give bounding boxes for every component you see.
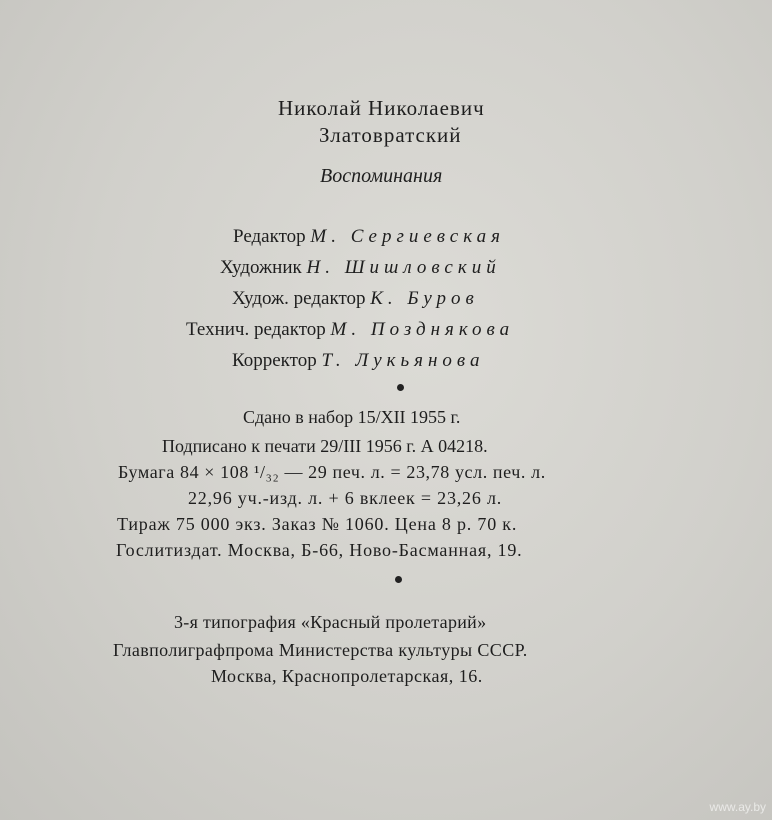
credit-role: Редактор: [233, 226, 306, 247]
credit-role: Худож. редактор: [232, 288, 366, 309]
watermark: www.ay.by: [709, 800, 766, 814]
credit-role: Технич. редактор: [186, 319, 326, 340]
printer-line: 3-я типография «Красный пролетарий»: [174, 612, 487, 632]
author-name-line1: Николай Николаевич: [278, 96, 485, 120]
imprint-line: Бумага 84 × 108 ¹/₃₂ — 29 печ. л. = 23,78 усл. печ. л.: [118, 462, 546, 482]
credit-name: Т. Лукьянова: [321, 350, 485, 371]
author-name-line2: Златовратский: [319, 123, 462, 147]
credit-editor: [233, 227, 505, 246]
separator-bullet: [395, 576, 402, 583]
credit-role: Корректор: [232, 350, 317, 371]
credit-name: Н. Шишловский: [306, 257, 501, 278]
imprint-line: Тираж 75 000 экз. Заказ № 1060. Цена 8 р. 70 к.: [117, 514, 518, 534]
imprint-line: 22,96 уч.-изд. л. + 6 вклеек = 23,26 л.: [188, 488, 503, 508]
separator-bullet: [397, 384, 404, 391]
imprint-line: Подписано к печати 29/III 1956 г. А 04218.: [162, 436, 488, 456]
printer-line: Главполиграфпрома Министерства культуры СССР.: [113, 640, 528, 660]
printer-line: Москва, Краснопролетарская, 16.: [211, 666, 483, 686]
credit-art-editor: [232, 289, 479, 308]
book-title: Воспоминания: [320, 165, 443, 187]
credit-name: К. Буров: [370, 288, 479, 309]
credit-artist: [220, 258, 501, 277]
credit-role: Художник: [220, 257, 302, 278]
credit-proofreader: [232, 351, 485, 370]
credit-name: М. Сергиевская: [310, 226, 505, 247]
credit-tech-editor: [186, 320, 514, 339]
imprint-line: Сдано в набор 15/XII 1955 г.: [243, 407, 461, 427]
imprint-line: Гослитиздат. Москва, Б-66, Ново-Басманная, 19.: [116, 540, 523, 560]
credit-name: М. Позднякова: [330, 319, 515, 340]
